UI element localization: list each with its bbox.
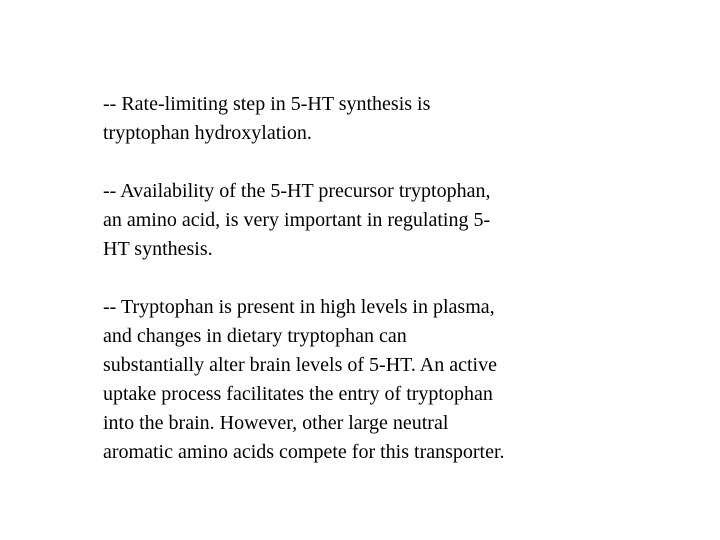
paragraph-rate-limiting-step: -- Rate-limiting step in 5-HT synthesis is tryptophan hydroxylation. xyxy=(103,93,431,144)
paragraph-tryptophan-availability: -- Availability of the 5-HT precursor tryptophan, an amino acid, is very important in regulating 5- HT synthesis. xyxy=(103,180,491,260)
slide-body-text xyxy=(103,90,603,467)
paragraph-tryptophan-transport: -- Tryptophan is present in high levels in plasma, and changes in dietary tryptophan can substantially alter brain levels of 5-HT. An active uptake process facilitates the entry of tryptophan into the brain. However, other large neutral aromatic amino acids compete for this transporter. xyxy=(103,296,505,463)
